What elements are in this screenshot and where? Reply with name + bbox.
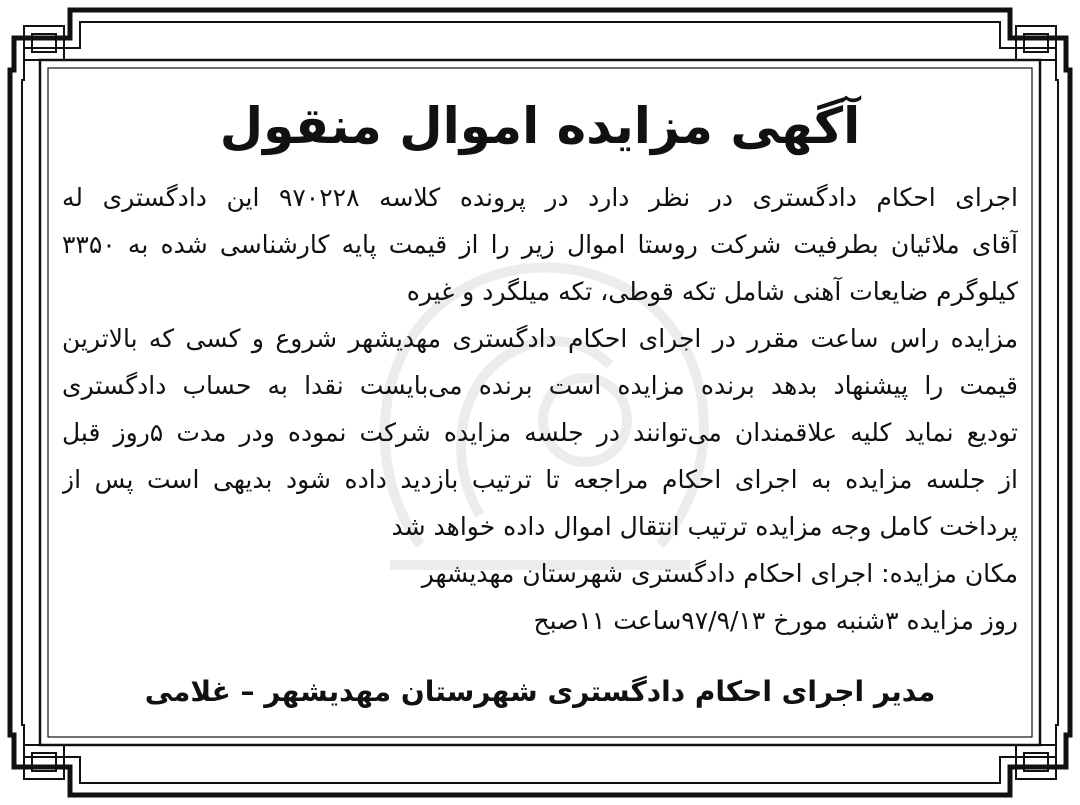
notice-signature: مدیر اجرای احکام دادگستری شهرستان مهدیشهر – غلامی [144,675,936,708]
notice-title: آگهی مزایده اموال منقول [219,97,861,155]
notice-line-6: تودیع نماید کلیه علاقمندان می‌توانند در جلسه مزایده شرکت نموده ودر مدت ۵روز قبل [62,418,1018,447]
notice-line-2: آقای ملائیان بطرفیت شرکت روستا اموال زیر را از قیمت پایه کارشناسی شده به ۳۳۵۰ [62,230,1018,259]
auction-location: مکان مزایده: اجرای احکام دادگستری شهرستان مهدیشهر [421,559,1018,588]
auction-notice [62,70,1018,730]
notice-line-7: از جلسه مزایده به اجرای احکام مراجعه تا ترتیب بازدید داده شود بدیهی است پس از [62,465,1018,494]
notice-line-1: اجرای احکام دادگستری در نظر دارد در پرونده کلاسه ۹۷۰۲۲۸ این دادگستری له [62,183,1018,212]
notice-line-5: قیمت را پیشنهاد بدهد برنده مزایده است برنده می‌بایست نقدا به حساب دادگستری [62,371,1018,400]
notice-line-8: پرداخت کامل وجه مزایده ترتیب انتقال اموال داده خواهد شد [391,512,1018,541]
notice-line-3: کیلوگرم ضایعات آهنی شامل تکه قوطی، تکه میلگرد و غیره [406,277,1018,306]
notice-body [62,174,1018,644]
auction-date-time: روز مزایده ۳شنبه مورخ ۹۷/۹/۱۳ساعت ۱۱صبح [533,606,1018,635]
notice-line-4: مزایده راس ساعت مقرر در اجرای احکام دادگستری مهدیشهر شروع و کسی که بالاترین [62,324,1018,353]
